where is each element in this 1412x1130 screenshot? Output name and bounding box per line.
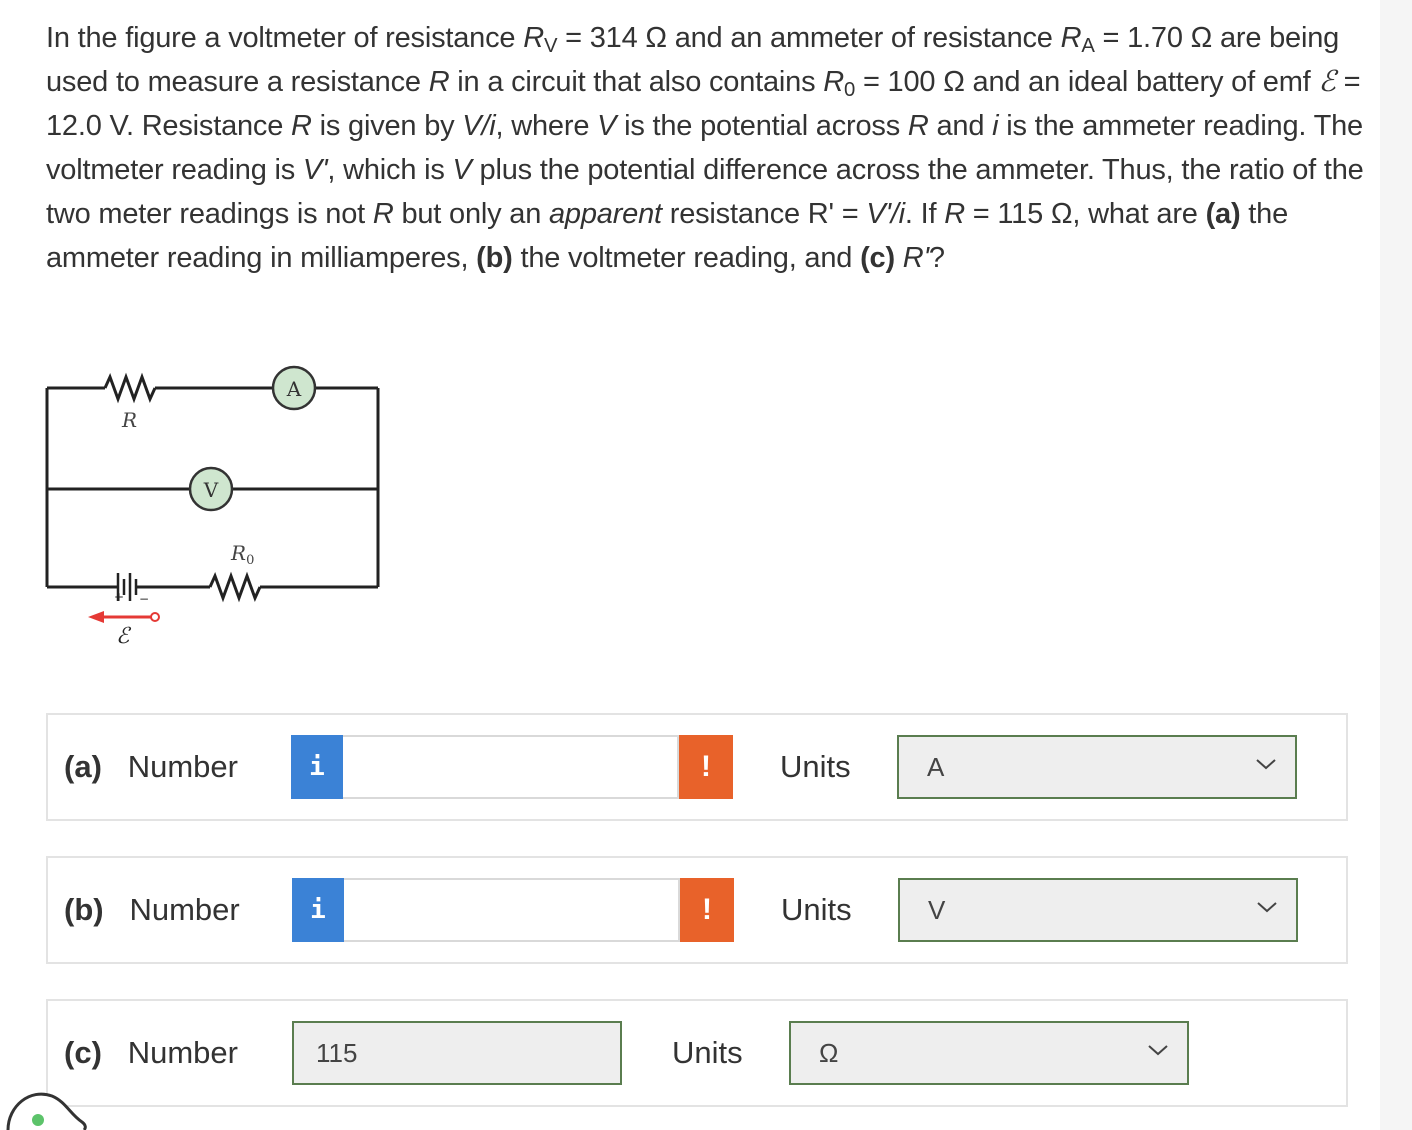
circuit-diagram [40, 365, 390, 665]
emf-arrow [88, 611, 159, 623]
number-input-c[interactable]: 115 [292, 1021, 622, 1085]
problem-statement: In the figure a voltmeter of resistance $R_V = 314$ Ω and an ammeter of resistance $R_A = 1.70$ Ω are being used to measure a resistance R in a circuit that also contains $R_0 = 100$ Ω and an ideal battery of emf ℰ = 12.0 V. Resistance R is given by V/i, where V is the potential across R and i is the ammeter reading. The voltmeter reading is V', which is V plus the potential difference across the ammeter. Thus, the ratio of the two meter readings is not R but only an apparent resistance R' = V'/i. If R = 115 Ω, what are (a) the ammeter reading in milliamperes, (b) the voltmeter reading, and (c) R'? [46, 22, 1364, 274]
chevron-down-icon [1256, 900, 1278, 914]
help-mascot-icon[interactable] [0, 1084, 100, 1130]
answer-panel-b [46, 856, 1348, 964]
resistor-r0 [210, 576, 260, 598]
info-button-a[interactable]: i [291, 735, 343, 799]
part-c-label: (c) Number [64, 1035, 238, 1070]
warning-button-a[interactable]: ! [679, 735, 733, 799]
part-b-label: (b) Number [64, 892, 240, 927]
part-a-label: (a) Number [64, 749, 238, 784]
right-scroll-strip [1380, 0, 1412, 1130]
answer-panel-a [46, 713, 1348, 821]
answer-panel-c [46, 999, 1348, 1107]
svg-text:A: A [286, 377, 302, 401]
chevron-down-icon [1255, 757, 1277, 771]
svg-text:−: − [139, 592, 150, 606]
info-button-b[interactable]: i [292, 878, 344, 942]
voltmeter-icon [190, 468, 232, 510]
r-label: R [122, 408, 138, 432]
units-select-c[interactable]: Ω [789, 1021, 1189, 1085]
warning-button-b[interactable]: ! [680, 878, 734, 942]
units-select-b[interactable]: V [898, 878, 1298, 942]
chevron-down-icon [1147, 1043, 1169, 1057]
number-input-a[interactable] [343, 735, 679, 799]
svg-text:+: + [114, 590, 125, 604]
emf-label: ℰ [116, 624, 130, 649]
units-label-a: Units [780, 749, 851, 784]
number-input-b[interactable] [344, 878, 680, 942]
ammeter-icon [273, 367, 315, 409]
units-select-a[interactable]: A [897, 735, 1297, 799]
resistor-r [105, 377, 155, 399]
svg-text:V: V [203, 478, 219, 502]
units-label-b: Units [781, 892, 852, 927]
units-label-c: Units [672, 1035, 743, 1070]
r0-label: $R_0$ [231, 541, 255, 568]
